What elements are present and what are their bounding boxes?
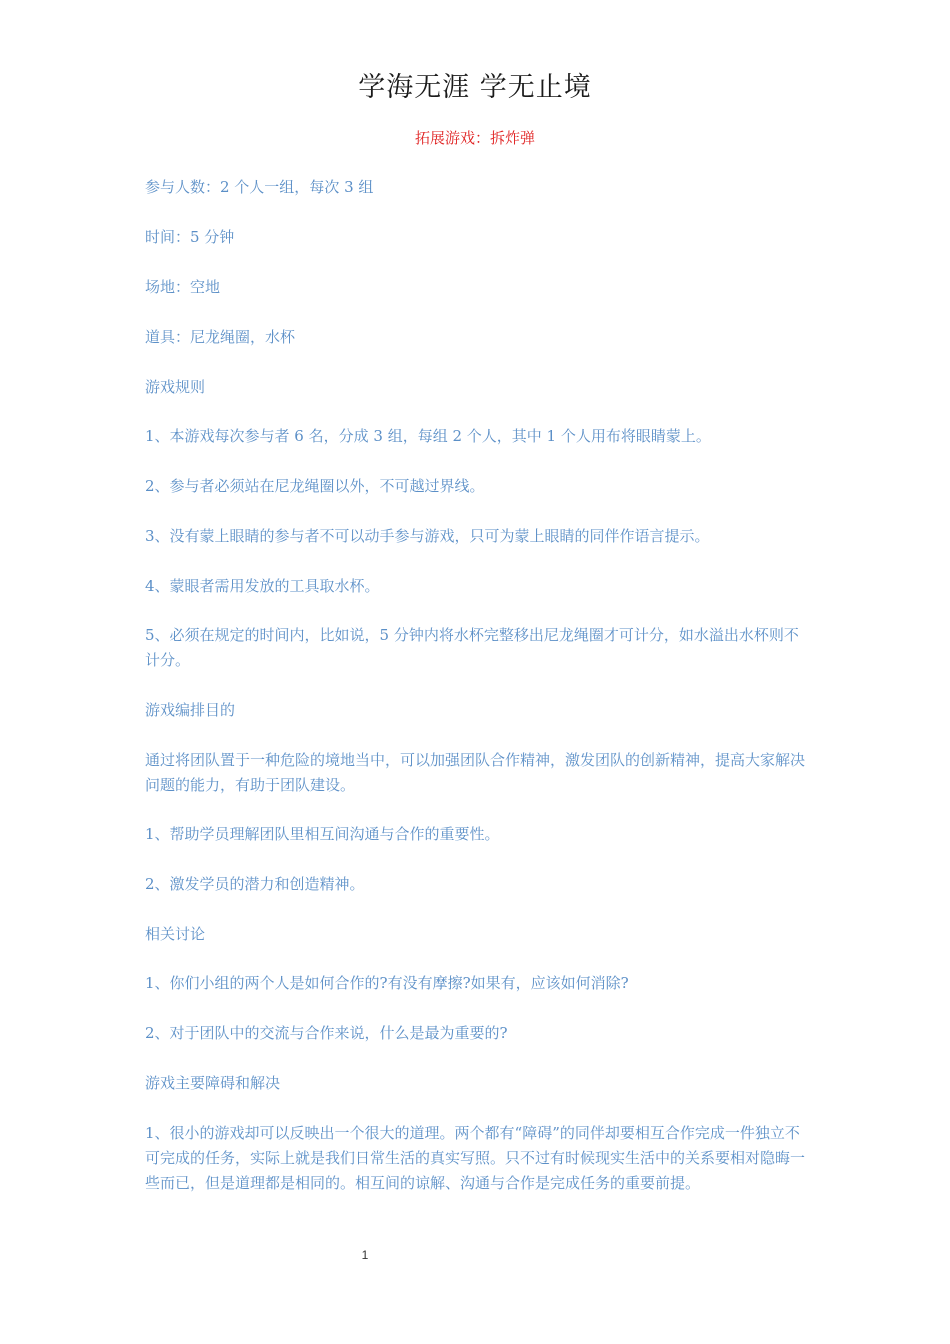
discussion-item: 1、你们小组的两个人是如何合作的?有没有摩擦?如果有，应该如何消除?	[145, 974, 629, 992]
rule-item: 1、本游戏每次参与者 6 名，分成 3 组，每组 2 个人，其中 1 个人用布将眼睛蒙上。	[145, 427, 711, 445]
rule-item: 5、必须在规定的时间内，比如说，5 分钟内将水杯完整移出尼龙绳圈才可计分，如水溢出水杯则不计分。	[145, 626, 799, 669]
purpose-item: 1、帮助学员理解团队里相互间沟通与合作的重要性。	[145, 825, 500, 843]
rule-item: 4、蒙眼者需用发放的工具取水杯。	[145, 577, 380, 595]
rule-item: 2、参与者必须站在尼龙绳圈以外，不可越过界线。	[145, 477, 485, 495]
section-heading-purpose: 游戏编排目的	[145, 701, 236, 719]
props-line: 道具：尼龙绳圈，水杯	[145, 328, 296, 346]
time-line: 时间：5 分钟	[145, 228, 235, 246]
venue-line: 场地：空地	[145, 278, 221, 296]
purpose-intro: 通过将团队置于一种危险的境地当中，可以加强团队合作精神，激发团队的创新精神，提高大家解决问题的能力，有助于团队建设。	[145, 751, 806, 794]
purpose-item: 2、激发学员的潜力和创造精神。	[145, 875, 365, 893]
section-heading-discussion: 相关讨论	[145, 925, 206, 943]
section-heading-obstacles: 游戏主要障碍和解决	[145, 1074, 281, 1092]
obstacle-item: 1、很小的游戏却可以反映出一个很大的道理。两个都有“障碍”的同伴却要相互合作完成一件独立不可完成的任务，实际上就是我们日常生活的真实写照。只不过有时候现实生活中的关系要相对隐晦一些而已，但是道理都是相同的。相互间的谅解、沟通与合作是完成任务的重要前提。	[145, 1124, 806, 1192]
participants-line: 参与人数：2 个人一组，每次 3 组	[145, 178, 374, 196]
discussion-item: 2、对于团队中的交流与合作来说，什么是最为重要的?	[145, 1024, 508, 1042]
page-title: 学海无涯 学无止境	[358, 72, 592, 103]
page-subtitle: 拓展游戏：拆炸弹	[414, 129, 535, 147]
rule-item: 3、没有蒙上眼睛的参与者不可以动手参与游戏，只可为蒙上眼睛的同伴作语言提示。	[145, 527, 710, 545]
section-heading-rules: 游戏规则	[145, 378, 206, 396]
page-number: 1	[361, 1248, 369, 1262]
